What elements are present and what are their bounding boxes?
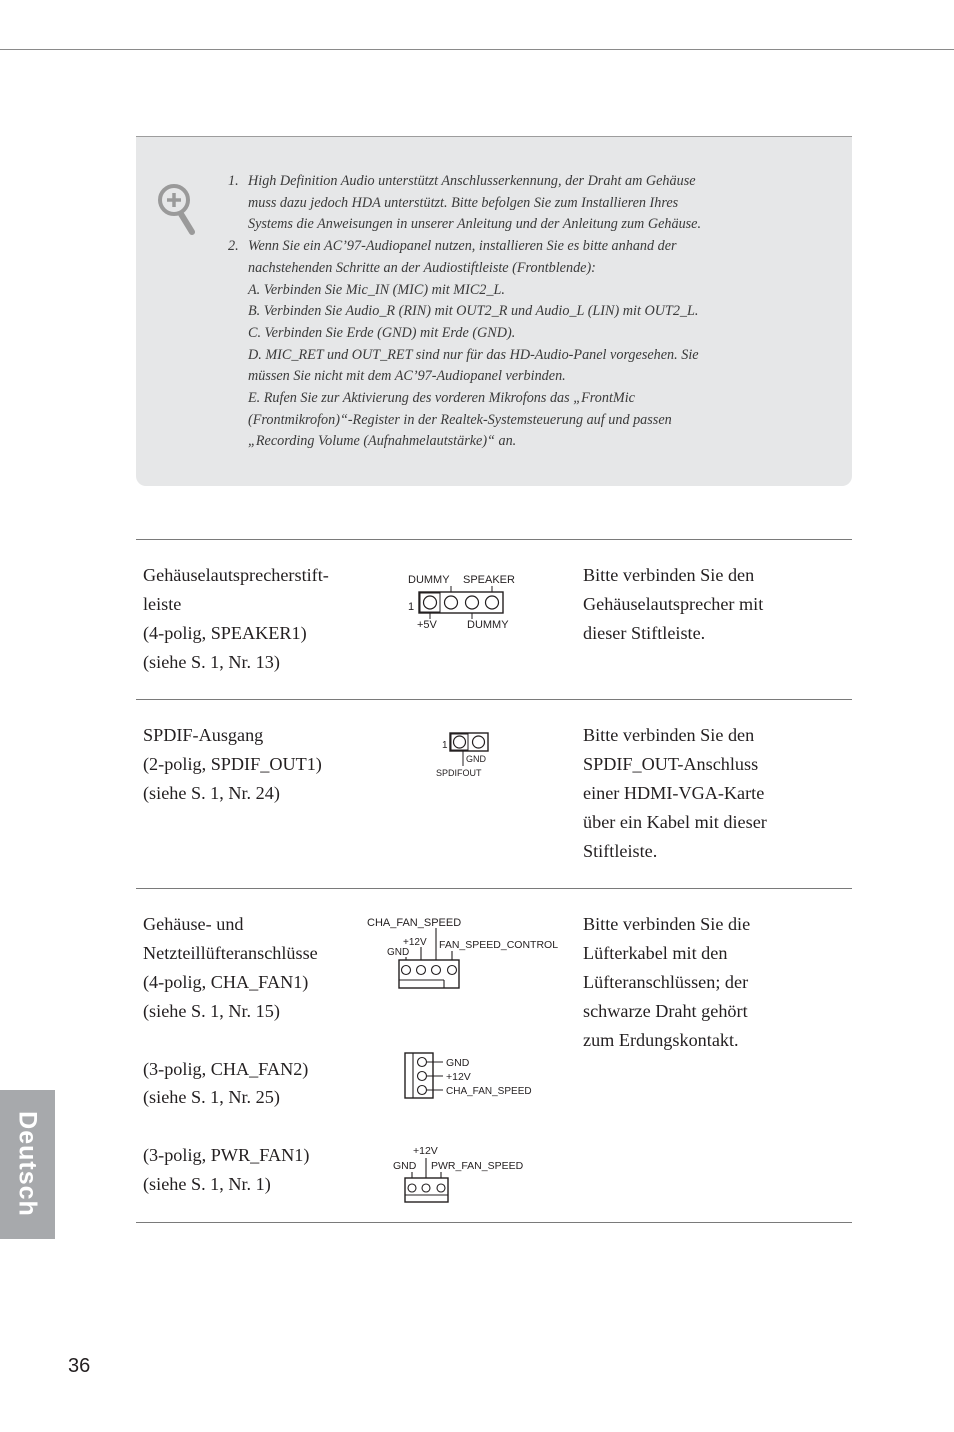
fan3-label-speed: CHA_FAN_SPEED — [446, 1086, 532, 1097]
note-text — [248, 171, 788, 236]
fan4-label-12v: +12V — [403, 937, 427, 948]
text-line: (siehe S. 1, Nr. 15) — [143, 1000, 280, 1021]
spacer — [143, 1112, 373, 1141]
text-line: Bitte verbinden Sie den — [583, 725, 755, 745]
fan4-label-speed: CHA_FAN_SPEED — [367, 917, 462, 929]
speaker-header-diagram — [403, 568, 528, 634]
cha-fan1-diagram — [366, 914, 566, 992]
text-line: zum Erdungskontakt. — [583, 1029, 739, 1050]
spdif-label-gnd: GND — [466, 754, 486, 764]
text-line: Bitte verbinden Sie die — [583, 914, 751, 934]
text-line: Stiftleiste. — [583, 840, 658, 861]
speaker-label-dummy-top: DUMMY — [408, 574, 450, 586]
note-line: E. Rufen Sie zur Aktivierung des vorderen Mikrofons das „FrontMic — [248, 390, 635, 407]
fan3-label-12v: +12V — [446, 1071, 471, 1083]
cha-fan2-diagram — [403, 1050, 543, 1102]
note-list — [228, 171, 788, 453]
note-line: müssen Sie nicht mit dem AC’97-Audiopanel verbinden. — [248, 368, 566, 385]
spacer — [143, 1026, 373, 1055]
note-text — [248, 236, 788, 453]
spdif-header-diagram — [433, 728, 503, 783]
text-line: (3-polig, CHA_FAN2) — [143, 1058, 309, 1079]
text-line: (siehe S. 1, Nr. 1) — [143, 1174, 271, 1195]
text-line: Bitte verbinden Sie den — [583, 565, 755, 585]
table-rule — [136, 539, 852, 540]
text-line: dieser Stiftleiste. — [583, 622, 706, 643]
note-line: Systems die Anweisungen in unserer Anleitung und der Anleitung zum Gehäuse. — [248, 216, 702, 233]
spdif-label-signal: SPDIFOUT — [436, 768, 482, 778]
table-rule — [136, 1222, 852, 1223]
speaker-label-speaker: SPEAKER — [463, 574, 515, 586]
text-line: (4-polig, CHA_FAN1) — [143, 971, 309, 992]
speaker-label-5v: +5V — [417, 619, 437, 631]
pin-one-label: 1 — [442, 740, 448, 751]
table-rule — [136, 699, 852, 700]
note-line: D. MIC_RET und OUT_RET sind nur für das HD-Audio-Panel vorgesehen. Sie — [248, 346, 699, 363]
text-line: einer HDMI-VGA-Karte — [583, 782, 765, 803]
text-line: schwarze Draht gehört — [583, 1000, 748, 1021]
language-tab — [0, 1090, 55, 1239]
speaker-header-instruction — [583, 561, 813, 648]
note-box-rule — [136, 136, 852, 137]
spdif-header-description — [143, 721, 373, 808]
fan4-label-gnd: GND — [387, 947, 410, 958]
speaker-header-description — [143, 561, 373, 677]
note-number: 2. — [228, 238, 239, 255]
note-line: „Recording Volume (Aufnahmelautstärke)“ an. — [248, 433, 517, 450]
pwr-fan1-diagram — [390, 1140, 530, 1206]
pwr-fan-label-gnd: GND — [393, 1160, 417, 1172]
text-line: Lüfteranschlüssen; der — [583, 971, 749, 992]
text-line: Gehäuselautsprecherstift- — [143, 565, 329, 585]
fan4-label-control: FAN_SPEED_CONTROL — [439, 939, 559, 951]
text-line: Gehäuselautsprecher mit — [583, 593, 764, 614]
page-number: 36 — [68, 1355, 91, 1377]
note-number: 1. — [228, 173, 239, 189]
text-line: Netzteillüfteranschlüsse — [143, 942, 318, 963]
text-line: Gehäuse- und — [143, 914, 244, 934]
magnifier-plus-icon — [156, 182, 198, 236]
text-line: leiste — [143, 593, 182, 614]
note-line: muss dazu jedoch HDA unterstützt. Bitte befolgen Sie zum Installieren Ihres — [248, 194, 679, 211]
fan3-label-gnd: GND — [446, 1057, 470, 1069]
text-line: über ein Kabel mit dieser — [583, 811, 767, 832]
pwr-fan-label-12v: +12V — [413, 1145, 438, 1157]
text-line: SPDIF-Ausgang — [143, 725, 264, 745]
pwr-fan-label-speed: PWR_FAN_SPEED — [431, 1160, 524, 1172]
note-item — [228, 236, 788, 453]
text-line: Lüfterkabel mit den — [583, 942, 728, 963]
text-line: (siehe S. 1, Nr. 24) — [143, 782, 280, 803]
spdif-header-instruction — [583, 721, 813, 866]
fan-headers-instruction — [583, 910, 813, 1055]
note-line: High Definition Audio unterstützt Anschlusserkennung, der Draht am Gehäuse — [248, 173, 696, 189]
text-line: (siehe S. 1, Nr. 25) — [143, 1087, 280, 1108]
header-rule — [0, 49, 954, 50]
fan-headers-description — [143, 910, 373, 1199]
note-line: A. Verbinden Sie Mic_IN (MIC) mit MIC2_L. — [248, 281, 505, 298]
text-line: (4-polig, SPEAKER1) — [143, 622, 307, 643]
pin-one-label: 1 — [408, 601, 415, 613]
note-line: Wenn Sie ein AC’97-Audiopanel nutzen, installieren Sie es bitte anhand der — [248, 238, 677, 255]
note-line: B. Verbinden Sie Audio_R (RIN) mit OUT2_R und Audio_L (LIN) mit OUT2_L. — [248, 303, 699, 320]
note-item — [228, 171, 788, 236]
note-line: (Frontmikrofon)“-Register in der Realtek-Systemsteuerung auf und passen — [248, 411, 672, 428]
text-line: (3-polig, PWR_FAN1) — [143, 1145, 310, 1166]
language-tab-label: Deutsch — [13, 1111, 42, 1217]
table-rule — [136, 888, 852, 889]
speaker-label-dummy-bottom: DUMMY — [467, 619, 509, 631]
note-line: C. Verbinden Sie Erde (GND) mit Erde (GND). — [248, 324, 516, 341]
text-line: (siehe S. 1, Nr. 13) — [143, 651, 280, 672]
text-line: SPDIF_OUT-Anschluss — [583, 753, 759, 774]
note-line: nachstehenden Schritte an der Audiostiftleiste (Frontblende): — [248, 259, 596, 276]
text-line: (2-polig, SPDIF_OUT1) — [143, 753, 322, 774]
